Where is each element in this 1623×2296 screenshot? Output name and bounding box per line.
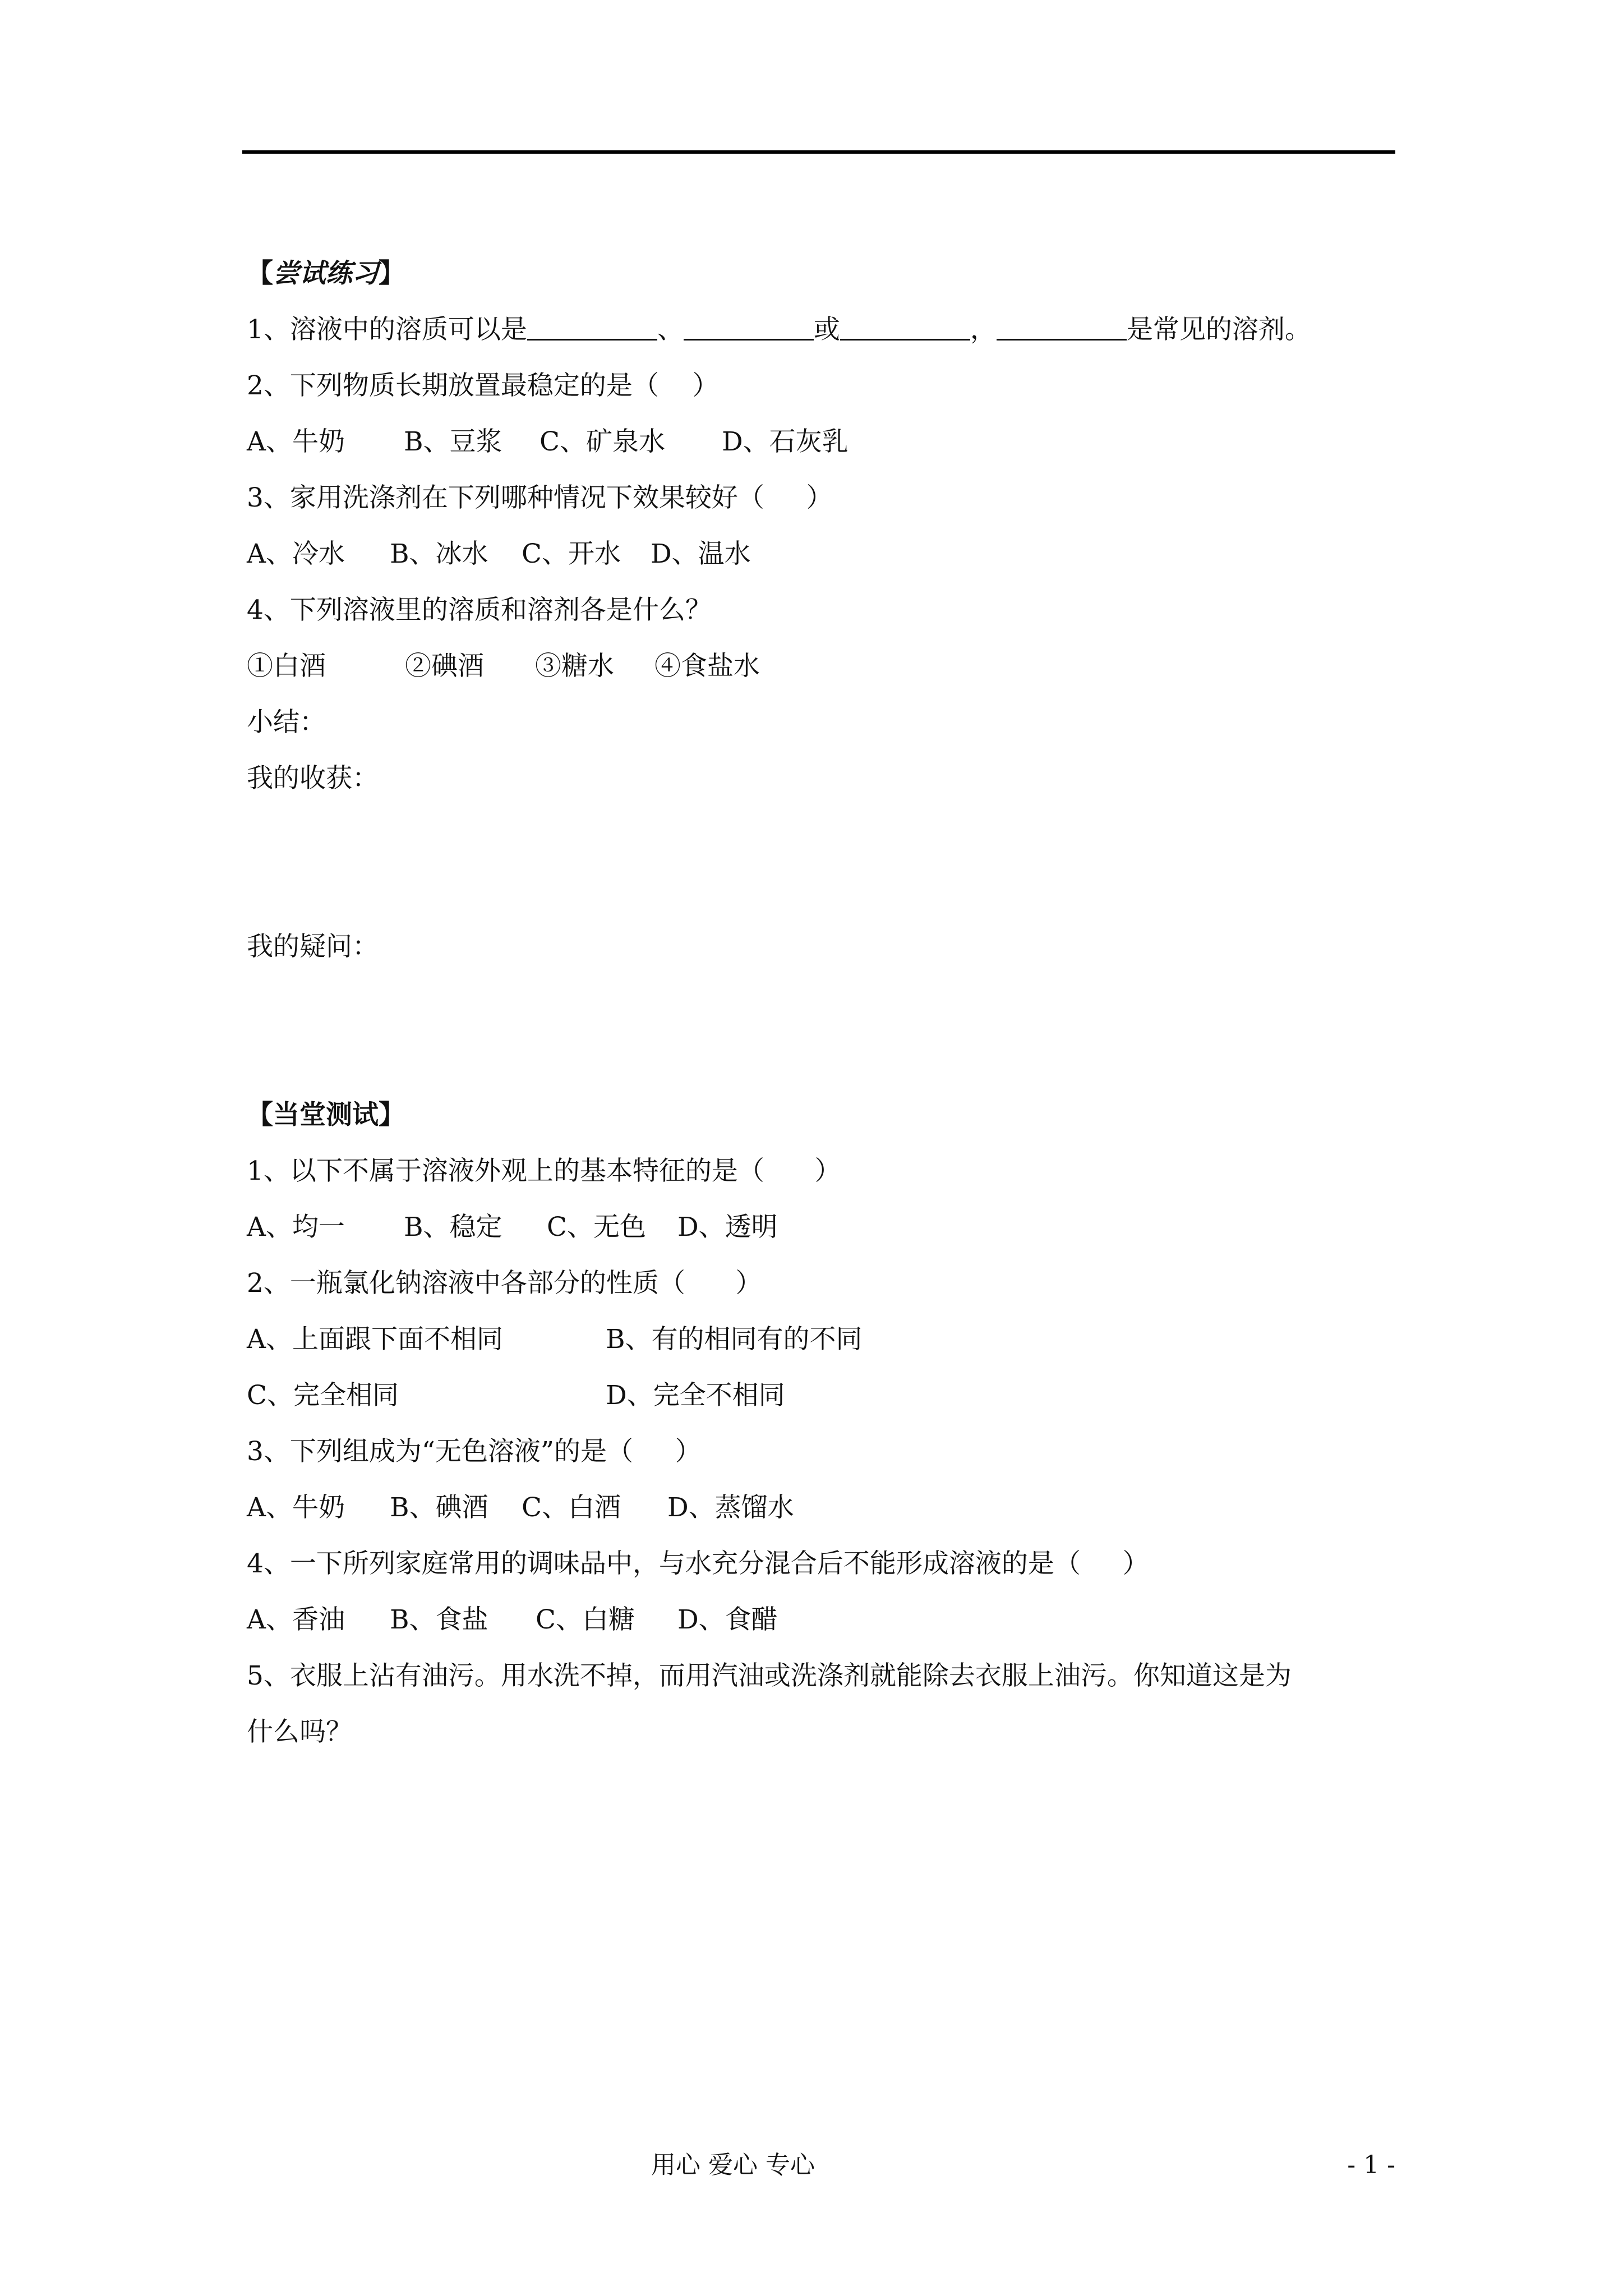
item: ④食盐水 — [654, 651, 760, 682]
section-title-test: 【当堂测试】 — [247, 1099, 405, 1130]
header-rule — [242, 150, 1395, 154]
practice-q2: 2、下列物质长期放置最稳定的是（ ） — [247, 370, 719, 401]
answer-blank-1[interactable] — [527, 314, 657, 341]
option: C、白糖 — [536, 1604, 635, 1635]
option: A、香油 — [247, 1604, 345, 1635]
option: A、牛奶 — [247, 1492, 345, 1523]
option: C、白酒 — [522, 1492, 621, 1523]
option: C、开水 — [522, 539, 621, 569]
section-title-practice: 【尝试练习】 — [247, 258, 405, 289]
test-q1: 1、以下不属于溶液外观上的基本特征的是（ ） — [247, 1156, 841, 1186]
option: A、冷水 — [247, 539, 345, 569]
option: A、牛奶 — [247, 426, 345, 457]
option: C、完全相同 — [247, 1380, 399, 1411]
item: ①白酒 — [247, 651, 326, 682]
footer-slogan: 用心 爱心 专心 — [651, 2151, 815, 2179]
option: D、透明 — [677, 1212, 778, 1243]
page-number: - 1 - — [1347, 2151, 1395, 2179]
option: B、食盐 — [390, 1604, 488, 1635]
test-q2-options-row2 — [247, 1379, 785, 1412]
test-q4: 4、一下所列家庭常用的调味品中，与水充分混合后不能形成溶液的是（ ） — [247, 1548, 1149, 1579]
test-q1-options — [247, 1211, 778, 1244]
answer-blank-3[interactable] — [840, 314, 970, 341]
practice-q4-items — [247, 650, 760, 683]
question-label: 我的疑问： — [247, 931, 379, 962]
item: ③糖水 — [535, 651, 614, 682]
item: ②碘酒 — [405, 651, 484, 682]
option: A、上面跟下面不相同 — [247, 1324, 503, 1355]
gain-label: 我的收获： — [247, 763, 379, 794]
practice-q3: 3、家用洗涤剂在下列哪种情况下效果较好（ ） — [247, 482, 833, 513]
option: D、完全不相同 — [606, 1380, 785, 1411]
option: D、温水 — [651, 539, 751, 569]
answer-blank-2[interactable] — [684, 314, 814, 341]
option: D、食醋 — [677, 1604, 778, 1635]
option: B、冰水 — [390, 539, 488, 569]
answer-blank-4[interactable] — [997, 314, 1127, 341]
test-q2-options-row1 — [247, 1323, 863, 1356]
test-q3-options — [247, 1491, 794, 1525]
test-q2: 2、一瓶氯化钠溶液中各部分的性质（ ） — [247, 1268, 762, 1299]
summary-label: 小结： — [247, 707, 326, 738]
test-q5-line2: 什么吗？ — [247, 1717, 352, 1747]
practice-q3-options — [247, 537, 751, 571]
test-q4-options — [247, 1603, 778, 1637]
option: C、无色 — [547, 1212, 646, 1243]
option: C、矿泉水 — [540, 426, 665, 457]
option: B、碘酒 — [390, 1492, 488, 1523]
test-q5-line1: 5、衣服上沾有油污。用水洗不掉，而用汽油或洗涤剂就能除去衣服上油污。你知道这是为 — [247, 1660, 1292, 1691]
practice-q1: 1、溶液中的溶质可以是 、 或 ， 是常见的溶剂。 — [247, 314, 1311, 345]
test-q3: 3、下列组成为“无色溶液”的是（ ） — [247, 1436, 702, 1467]
option: B、有的相同有的不同 — [606, 1324, 863, 1355]
option: A、均一 — [247, 1212, 345, 1243]
option: D、蒸馏水 — [667, 1492, 794, 1523]
option: B、豆浆 — [404, 426, 502, 457]
option: B、稳定 — [404, 1212, 502, 1243]
practice-q2-options — [247, 425, 849, 459]
option: D、石灰乳 — [722, 426, 849, 457]
practice-q4: 4、下列溶液里的溶质和溶剂各是什么？ — [247, 595, 712, 625]
